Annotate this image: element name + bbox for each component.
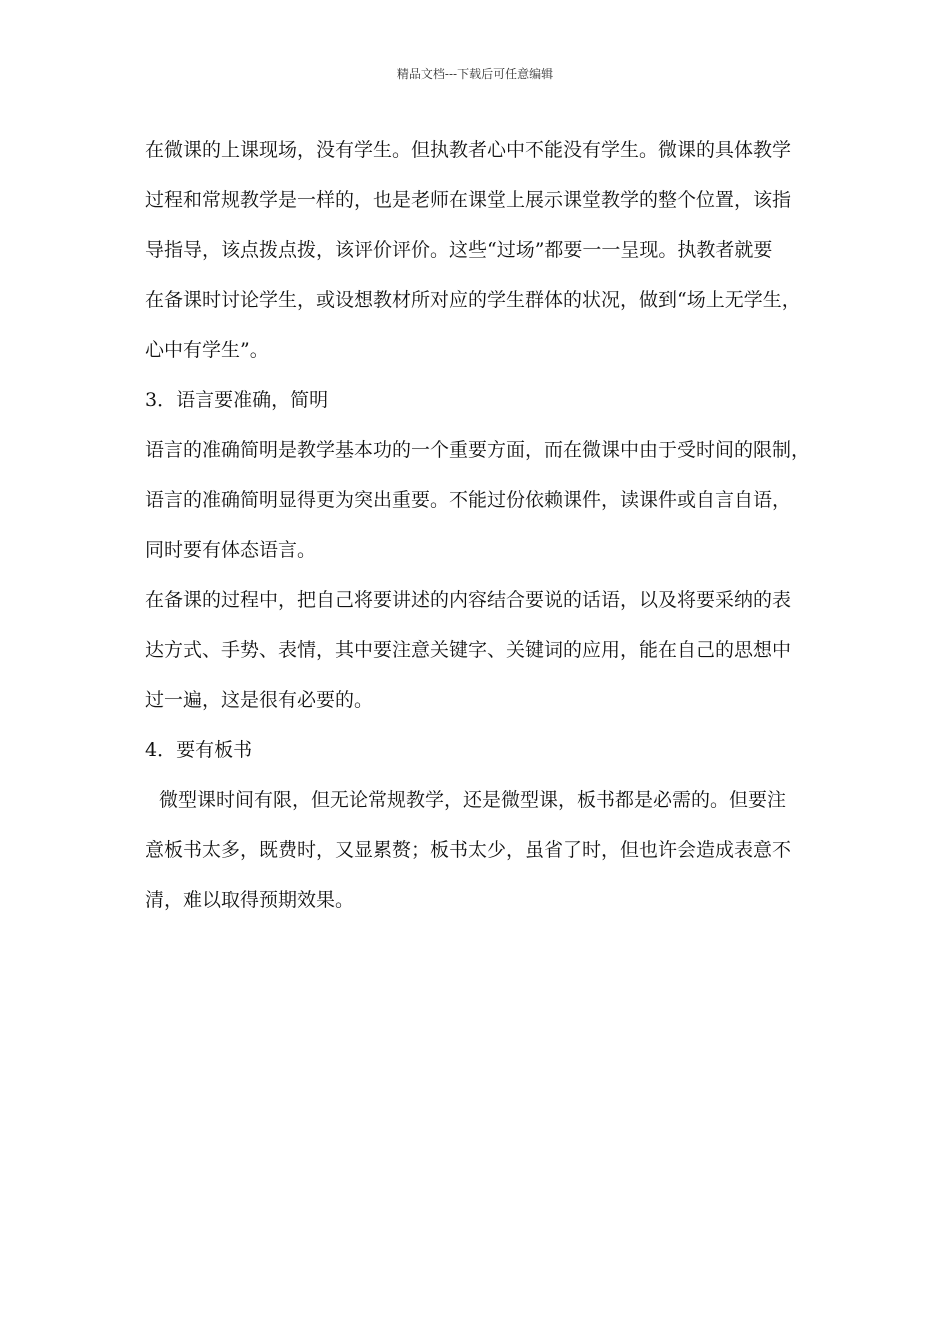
paragraph-line: 过一遍，这是很有必要的。 (145, 689, 374, 711)
paragraph-line: 达方式、手势、表情，其中要注意关键字、关键词的应用，能在自己的思想中 (145, 639, 792, 661)
paragraph-line: 在备课时讨论学生，或设想教材所对应的学生群体的状况，做到“场上无学生， (145, 289, 801, 311)
paragraph-line: 过程和常规教学是一样的，也是老师在课堂上展示课堂教学的整个位置，该指 (145, 189, 792, 211)
paragraph-line: 在备课的过程中，把自己将要讲述的内容结合要说的话语，以及将要采纳的表 (145, 589, 792, 611)
paragraph-line: 清，难以取得预期效果。 (145, 889, 355, 911)
paragraph-line: 语言的准确简明是教学基本功的一个重要方面，而在微课中由于受时间的限制， (145, 439, 811, 461)
paragraph-line: 同时要有体态语言。 (145, 539, 317, 561)
section-heading: 3．语言要准确，简明 (145, 389, 329, 411)
section-heading: 4．要有板书 (145, 739, 253, 761)
page-header: 精品文档---下载后可任意编辑 (396, 67, 554, 81)
paragraph-line: 导指导，该点拨点拨，该评价评价。这些“过场”都要一一呈现。执教者就要 (145, 239, 773, 261)
paragraph-line: 心中有学生”。 (145, 339, 269, 361)
paragraph-line: 在微课的上课现场，没有学生。但执教者心中不能没有学生。微课的具体教学 (145, 139, 792, 161)
paragraph-line: 微型课时间有限，但无论常规教学，还是微型课，板书都是必需的。但要注 (159, 789, 787, 811)
paragraph-line: 意板书太多，既费时，又显累赘；板书太少，虽省了时，但也许会造成表意不 (145, 839, 792, 861)
document-body (145, 132, 810, 932)
paragraph-line: 语言的准确简明显得更为突出重要。不能过份依赖课件，读课件或自言自语， (145, 489, 792, 511)
